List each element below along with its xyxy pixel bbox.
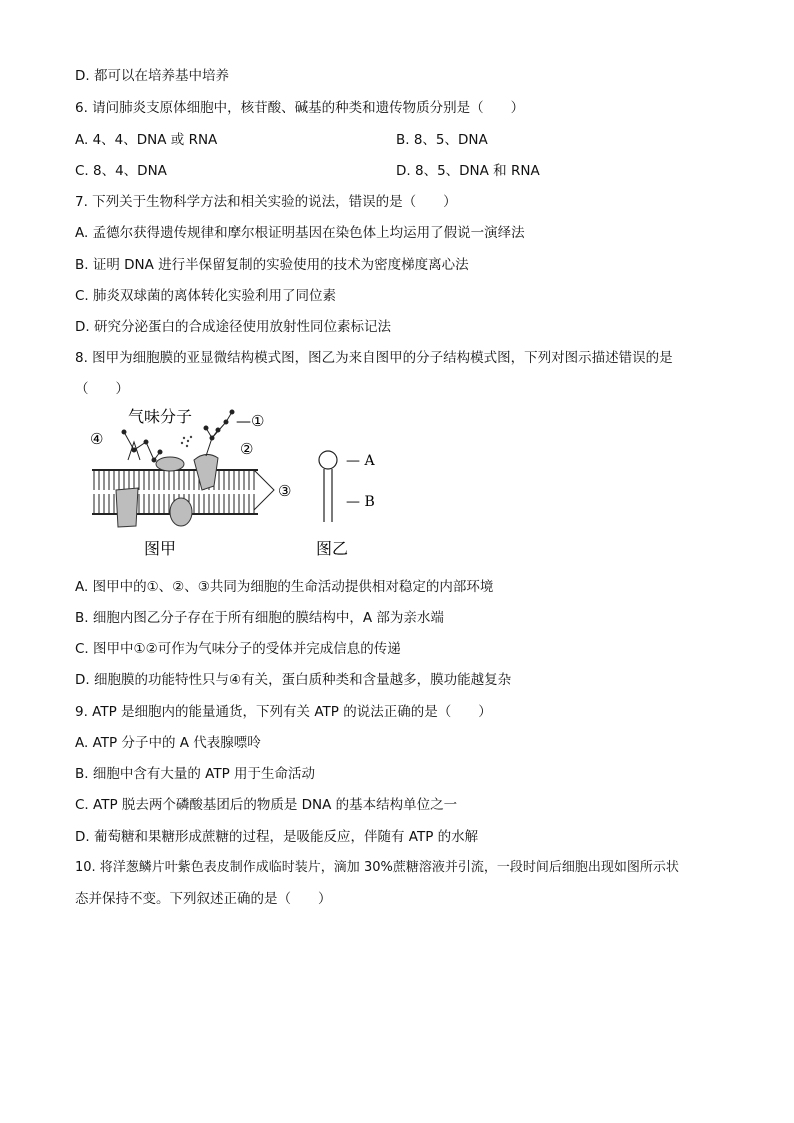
question-8-option-a: A. 图甲中的①、②、③共同为细胞的生命活动提供相对稳定的内部环境 <box>75 579 494 595</box>
question-7-option-c: C. 肺炎双球菌的离体转化实验利用了同位素 <box>75 288 337 304</box>
question-9-option-a: A. ATP 分子中的 A 代表腺嘌呤 <box>75 735 261 751</box>
question-6-option-b: B. 8、5、DNA <box>396 132 488 148</box>
phospholipid-head <box>319 451 337 469</box>
question-9-option-d: D. 葡萄糖和果糖形成蔗糖的过程，是吸能反应，伴随有 ATP 的水解 <box>75 829 479 845</box>
question-8-option-c: C. 图甲中①②可作为气味分子的受体并完成信息的传递 <box>75 641 401 657</box>
label-b: — B <box>346 494 375 510</box>
label-1: —① <box>236 412 265 430</box>
question-8-answer-paren: （ ） <box>75 381 129 397</box>
phospholipid-tails <box>324 469 332 522</box>
label-3: ③ <box>278 482 292 500</box>
label-a: — A <box>346 453 375 469</box>
receptor-protein <box>156 457 184 471</box>
question-9-option-b: B. 细胞中含有大量的 ATP 用于生命活动 <box>75 766 316 782</box>
question-8-option-b: B. 细胞内图乙分子存在于所有细胞的膜结构中，A 部为亲水端 <box>75 610 444 626</box>
question-5-option-d: D. 都可以在培养基中培养 <box>75 68 229 84</box>
question-6-stem: 6. 请问肺炎支原体细胞中，核苷酸、碱基的种类和遗传物质分别是（ ） <box>75 100 525 116</box>
label-2: ② <box>240 440 254 458</box>
question-6-option-c: C. 8、4、DNA <box>75 163 167 179</box>
question-10-stem-line-1: 10. 将洋葱鳞片叶紫色表皮制作成临时装片，滴加 30%蔗糖溶液并引流，一段时间后细胞出现如图所示状 <box>75 860 679 875</box>
question-8-stem: 8. 图甲为细胞膜的亚显微结构模式图，图乙为来自图甲的分子结构模式图，下列对图示描述错误的是 <box>75 350 673 366</box>
question-6-option-d: D. 8、5、DNA 和 RNA <box>396 163 540 179</box>
caption-figure-yi: 图乙 <box>316 539 349 558</box>
question-9-stem: 9. ATP 是细胞内的能量通货，下列有关 ATP 的说法正确的是（ ） <box>75 704 492 720</box>
inner-protein <box>170 498 192 526</box>
caption-figure-jia: 图甲 <box>144 539 177 558</box>
question-10-stem-line-2: 态并保持不变。下列叙述正确的是（ ） <box>75 891 332 907</box>
question-8-option-d: D. 细胞膜的功能特性只与④有关，蛋白质种类和含量越多，膜功能越复杂 <box>75 672 512 688</box>
odor-molecule <box>181 436 192 447</box>
receptor-protein-2 <box>194 454 218 490</box>
question-7-stem: 7. 下列关于生物科学方法和相关实验的说法，错误的是（ ） <box>75 194 457 210</box>
question-6-option-a: A. 4、4、DNA 或 RNA <box>75 132 218 148</box>
odor-molecule-label: 气味分子 <box>128 407 193 426</box>
label-4: ④ <box>90 430 104 448</box>
question-7-option-b: B. 证明 DNA 进行半保留复制的实验使用的技术为密度梯度离心法 <box>75 257 469 273</box>
question-9-option-c: C. ATP 脱去两个磷酸基团后的物质是 DNA 的基本结构单位之一 <box>75 797 458 813</box>
membrane-figure <box>88 402 398 567</box>
question-7-option-a: A. 孟德尔获得遗传规律和摩尔根证明基因在染色体上均运用了假说一演绎法 <box>75 225 525 241</box>
transmembrane-protein <box>116 488 138 527</box>
bracket-3 <box>254 470 274 510</box>
question-7-option-d: D. 研究分泌蛋白的合成途径使用放射性同位素标记法 <box>75 319 391 335</box>
